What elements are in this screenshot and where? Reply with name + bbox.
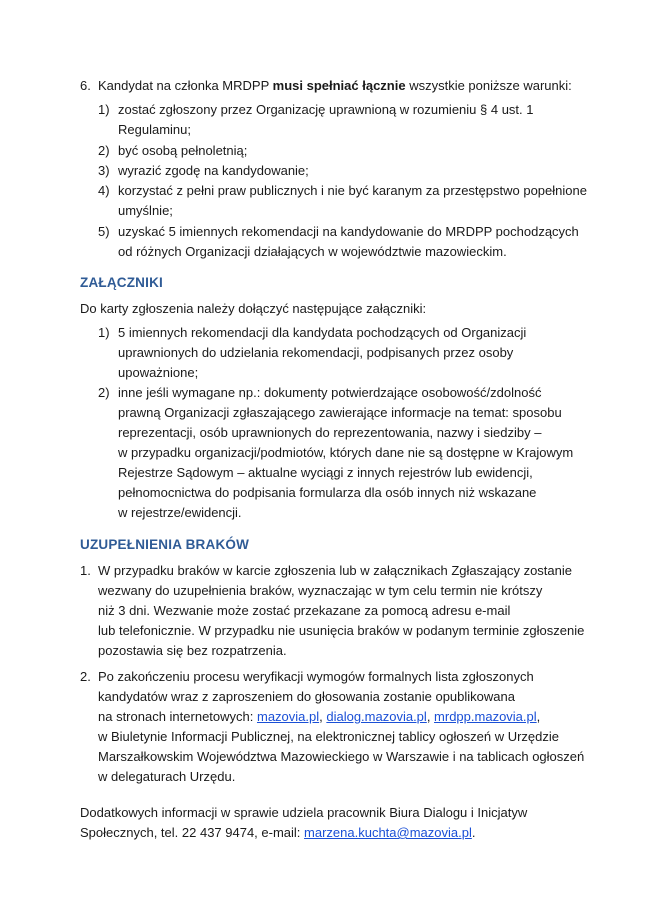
deficiency-1-number: 1.: [80, 563, 91, 578]
websites-intro: na stronach internetowych:: [98, 709, 257, 724]
contact-email-link[interactable]: marzena.kuchta@mazovia.pl: [304, 825, 472, 840]
condition-1-line-2: Regulaminu;: [118, 122, 191, 137]
deficiency-1-line-1: W przypadku braków w karcie zgłoszenia lub w załącznikach Zgłaszający zostanie: [98, 563, 572, 578]
attachment-1-number: 1): [98, 325, 110, 340]
attachment-1-line-3: upoważnione;: [118, 365, 199, 380]
attachment-1-line-2: uprawnionych do udzielania rekomendacji, podpisanych przez osoby: [118, 345, 514, 360]
contact-line-2: [80, 823, 475, 842]
link-mazovia[interactable]: mazovia.pl: [256, 709, 320, 724]
deficiency-2-line-3: [98, 707, 540, 726]
deficiency-1-line-4: lub telefonicznie. W przypadku nie usunięcia braków w podanym terminie zgłoszenie: [98, 623, 585, 638]
uzupelnienia-heading: UZUPEŁNIENIA BRAKÓW: [80, 537, 250, 552]
condition-3-line-1: wyrazić zgodę na kandydowanie;: [118, 163, 309, 178]
section-6-intro-bold: musi spełniać łącznie: [272, 78, 406, 93]
attachment-2-line-2: prawną Organizacji zgłaszającego zawierające informacje na temat: sposobu: [118, 405, 562, 420]
deficiency-1-line-5: pozostawia się bez rozpatrzenia.: [98, 643, 287, 658]
deficiency-2-line-1: Po zakończeniu procesu weryfikacji wymogów formalnych lista zgłoszonych: [98, 669, 534, 684]
section-6-intro-post: wszystkie poniższe warunki:: [405, 78, 572, 93]
attachment-2-line-6: pełnomocnictwa do podpisania formularza dla osób innych niż wskazane: [118, 485, 537, 500]
condition-2-number: 2): [98, 143, 110, 158]
section-6-intro-pre: Kandydat na członka MRDPP: [98, 78, 273, 93]
attachment-2-line-7: w rejestrze/ewidencji.: [118, 505, 242, 520]
condition-4-line-2: umyślnie;: [118, 203, 173, 218]
attachment-2-line-1: inne jeśli wymagane np.: dokumenty potwierdzające osobowość/zdolność: [118, 385, 542, 400]
condition-2-line-1: być osobą pełnoletnią;: [118, 143, 248, 158]
deficiency-1-line-2: wezwany do uzupełnienia braków, wyznaczając w tym celu termin nie krótszy: [98, 583, 543, 598]
link-dialog-mazovia[interactable]: dialog.mazovia.pl: [326, 709, 427, 724]
deficiency-1-line-3: niż 3 dni. Wezwanie może zostać przekazane za pomocą adresu e-mail: [98, 603, 511, 618]
condition-1-line-1: zostać zgłoszony przez Organizację uprawnioną w rozumieniu § 4 ust. 1: [118, 102, 534, 117]
contact-line-2-text: Społecznych, tel. 22 437 9474, e-mail:: [80, 825, 305, 840]
contact-line-1: Dodatkowych informacji w sprawie udziela pracownik Biura Dialogu i Inicjatyw: [80, 805, 528, 820]
zalaczniki-heading: ZAŁĄCZNIKI: [80, 275, 163, 290]
zalaczniki-intro: Do karty zgłoszenia należy dołączyć następujące załączniki:: [80, 301, 427, 316]
deficiency-2-line-2: kandydatów wraz z zaproszeniem do głosowania zostanie opublikowana: [98, 689, 515, 704]
deficiency-2-line-6: w delegaturach Urzędu.: [98, 769, 236, 784]
link-separator-3: ,: [536, 709, 541, 724]
link-mrdpp-mazovia[interactable]: mrdpp.mazovia.pl: [434, 709, 537, 724]
section-6-number: 6.: [80, 78, 91, 93]
condition-3-number: 3): [98, 163, 110, 178]
attachment-1-line-1: 5 imiennych rekomendacji dla kandydata pochodzących od Organizacji: [118, 325, 527, 340]
deficiency-2-number: 2.: [80, 669, 91, 684]
condition-4-line-1: korzystać z pełni praw publicznych i nie być karanym za przestępstwo popełnione: [118, 183, 587, 198]
contact-line-2-end: .: [471, 825, 476, 840]
section-6-intro: [98, 76, 572, 95]
condition-1-number: 1): [98, 102, 110, 117]
condition-5-number: 5): [98, 224, 110, 239]
condition-5-line-2: od różnych Organizacji działających w województwie mazowieckim.: [118, 244, 507, 259]
condition-4-number: 4): [98, 183, 110, 198]
attachment-2-number: 2): [98, 385, 110, 400]
condition-5-line-1: uzyskać 5 imiennych rekomendacji na kandydowanie do MRDPP pochodzących: [118, 224, 579, 239]
attachment-2-line-4: w przypadku organizacji/podmiotów, których dane nie są dostępne w Krajowym: [118, 445, 574, 460]
attachment-2-line-5: Rejestrze Sądowym – aktualne wyciągi z innych rejestrów lub ewidencji,: [118, 465, 533, 480]
deficiency-2-line-5: Marszałkowskim Województwa Mazowieckiego w Warszawie i na tablicach ogłoszeń: [98, 749, 585, 764]
link-separator-2: ,: [426, 709, 435, 724]
link-separator-1: ,: [319, 709, 327, 724]
deficiency-2-line-4: w Biuletynie Informacji Publicznej, na elektronicznej tablicy ogłoszeń w Urzędzie: [98, 729, 559, 744]
attachment-2-line-3: reprezentacji, osób uprawnionych do reprezentowania, nazwy i siedziby –: [118, 425, 542, 440]
